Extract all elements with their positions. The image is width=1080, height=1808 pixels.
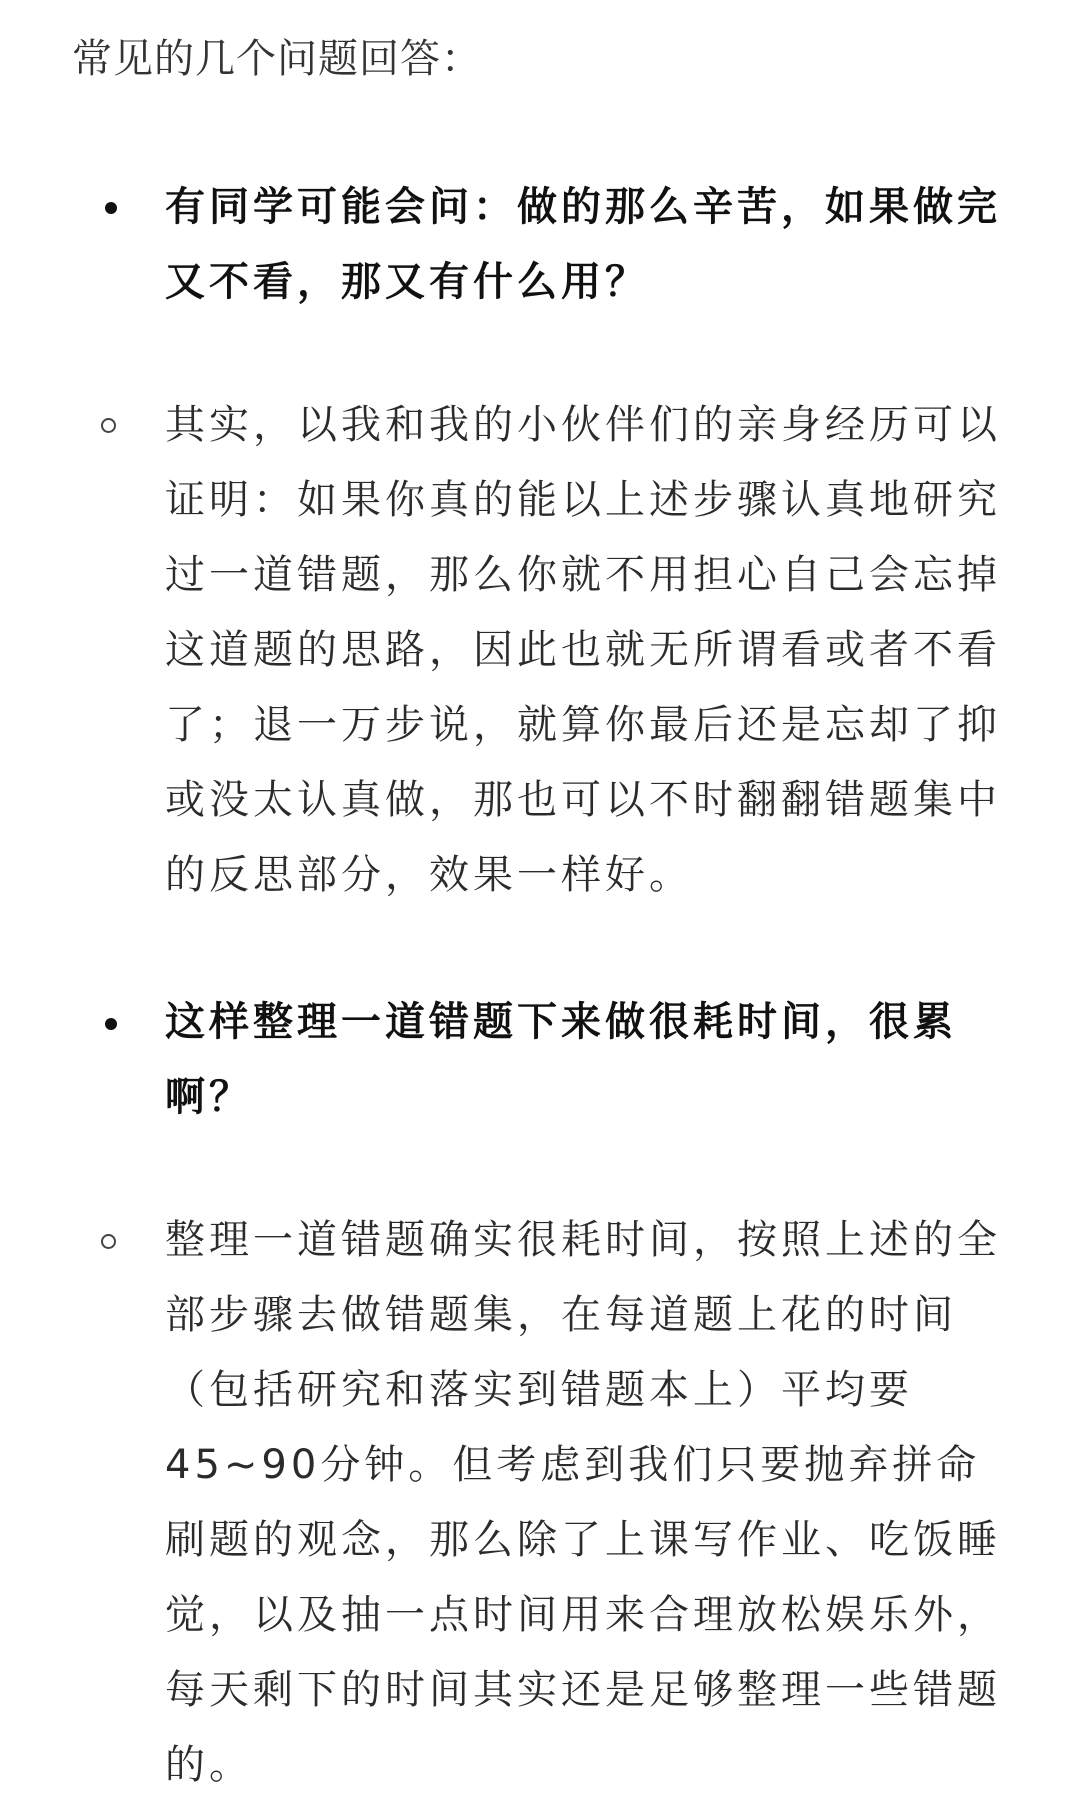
question-1: 有同学可能会问：做的那么辛苦，如果做完又不看，那又有什么用？: [165, 184, 1001, 305]
bullet-dot-icon: [105, 202, 117, 214]
circle-bullet-icon: [101, 418, 116, 433]
intro-heading: 常见的几个问题回答：: [72, 36, 482, 82]
question-2: 这样整理一道错题下来做很耗时间，很累啊？: [165, 999, 957, 1120]
answer-1: 其实，以我和我的小伙伴们的亲身经历可以证明：如果你真的能以上述步骤认真地研究过一道错题，那么你就不用担心自己会忘掉这道题的思路，因此也就无所谓看或者不看了；退一万步说，就算你最后还是忘却了抑或没太认真做，那也可以不时翻翻错题集中的反思部分，效果一样好。: [165, 402, 1001, 898]
circle-bullet-icon: [101, 1234, 116, 1249]
answer-2: 整理一道错题确实很耗时间，按照上述的全部步骤去做错题集，在每道题上花的时间（包括研究和落实到错题本上）平均要45~90分钟。但考虑到我们只要抛弃拼命刷题的观念，那么除了上课写作业、吃饭睡觉，以及抽一点时间用来合理放松娱乐外，每天剩下的时间其实还是足够整理一些错题的。: [165, 1217, 1001, 1788]
bullet-dot-icon: [105, 1018, 117, 1030]
